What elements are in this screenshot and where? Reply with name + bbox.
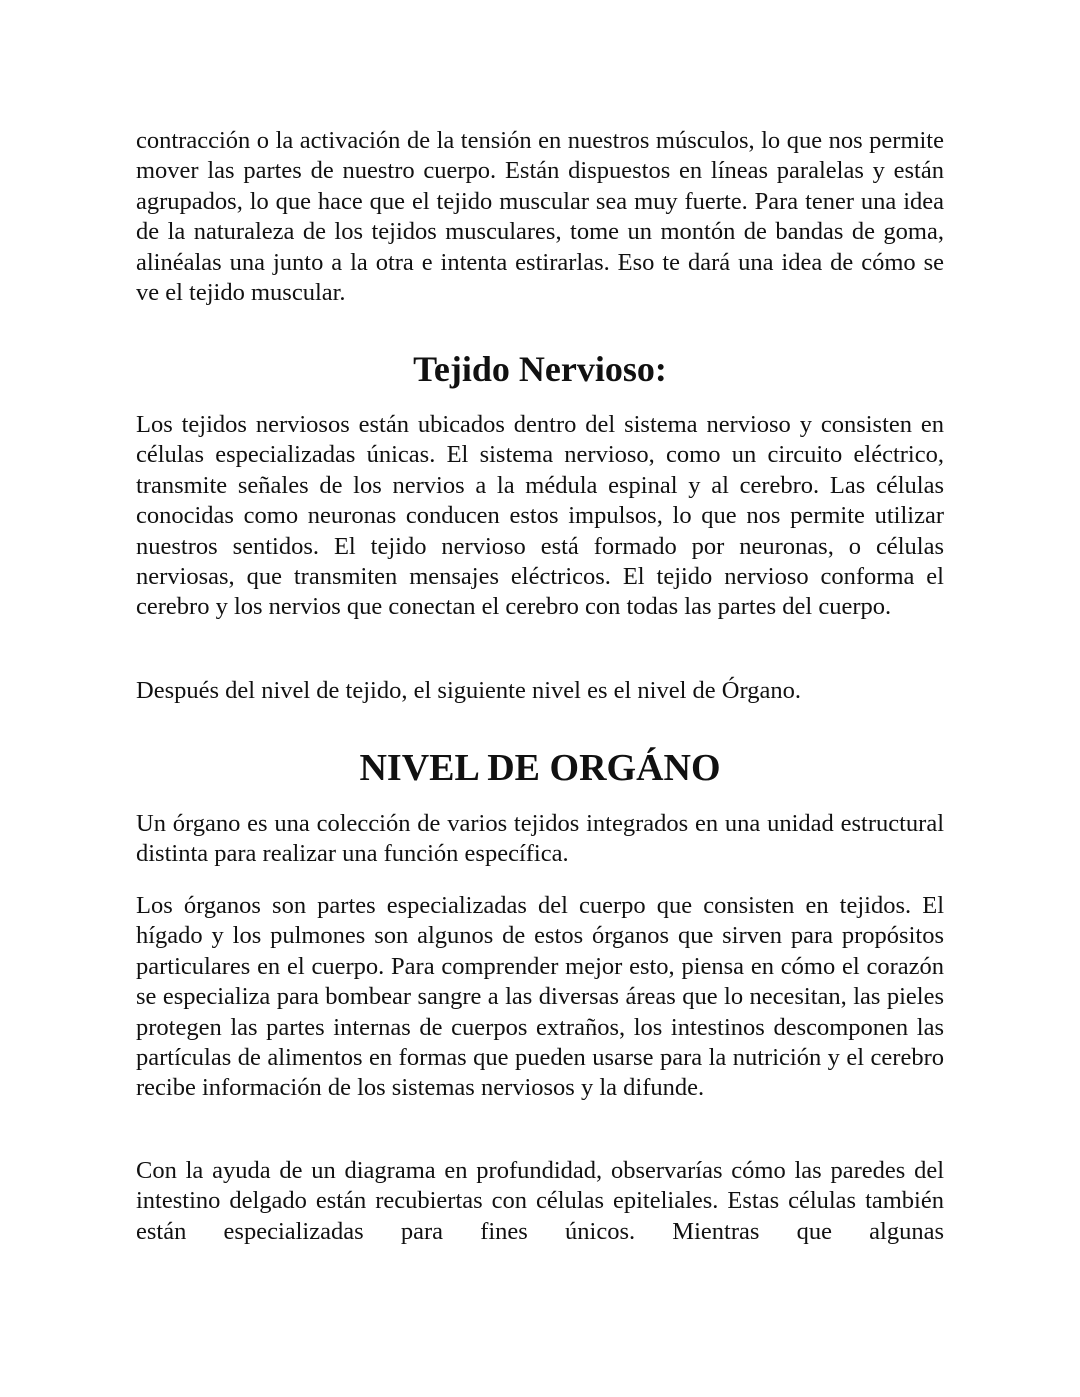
paragraph-muscle-tissue: contracción o la activación de la tensión en nuestros músculos, lo que nos permite mover las partes de nuestro cuerpo. Están dispuestos en líneas paralelas y están agrupados, lo que hace que el tejido muscular sea muy fuerte. Para tener una idea de la naturaleza de los tejidos musculares, tome un montón de bandas de goma, alinéalas una junto a la otra e intenta estirarlas. Eso te dará una idea de cómo se ve el tejido muscular. xyxy=(136,127,944,307)
paragraph-nervous-tissue: Los tejidos nerviosos están ubicados dentro del sistema nervioso y consisten en células especializadas únicas. El sistema nervioso, como un circuito eléctrico, transmite señales de los nervios a la médula espinal y al cerebro. Las células conocidas como neuronas conducen estos impulsos, lo que nos permite utilizar nuestros sentidos. El tejido nervioso está formado por neuronas, o células nerviosas, que transmiten mensajes eléctricos. El tejido nervioso conforma el cerebro y los nervios que conectan el cerebro con todas las partes del cuerpo. xyxy=(136,411,944,621)
paragraph-organs: Los órganos son partes especializadas del cuerpo que consisten en tejidos. El hígado y los pulmones son algunos de estos órganos que sirven para propósitos particulares en el cuerpo. Para comprender mejor esto, piensa en cómo el corazón se especializa para bombear sangre a las diversas áreas que lo necesitan, las pieles protegen las partes internas de cuerpos extraños, los intestinos descomponen las partículas de alimentos en formas que pueden usarse para la nutrición y el cerebro recibe información de los sistemas nerviosos y la difunde. xyxy=(136,892,944,1102)
heading-organ-level: NIVEL DE ORGÁNO xyxy=(359,747,721,789)
paragraph-intestine: Con la ayuda de un diagrama en profundidad, observarías cómo las paredes del intestino delgado están recubiertas con células epiteliales. Estas células también están especializadas para fines únicos. Mientras que algunas xyxy=(136,1157,944,1245)
heading-nervous-tissue: Tejido Nervioso: xyxy=(413,349,667,389)
paragraph-organ-definition: Un órgano es una colección de varios tejidos integrados en una unidad estructural distinta para realizar una función específica. xyxy=(136,810,944,868)
paragraph-transition: Después del nivel de tejido, el siguiente nivel es el nivel de Órgano. xyxy=(136,677,801,704)
